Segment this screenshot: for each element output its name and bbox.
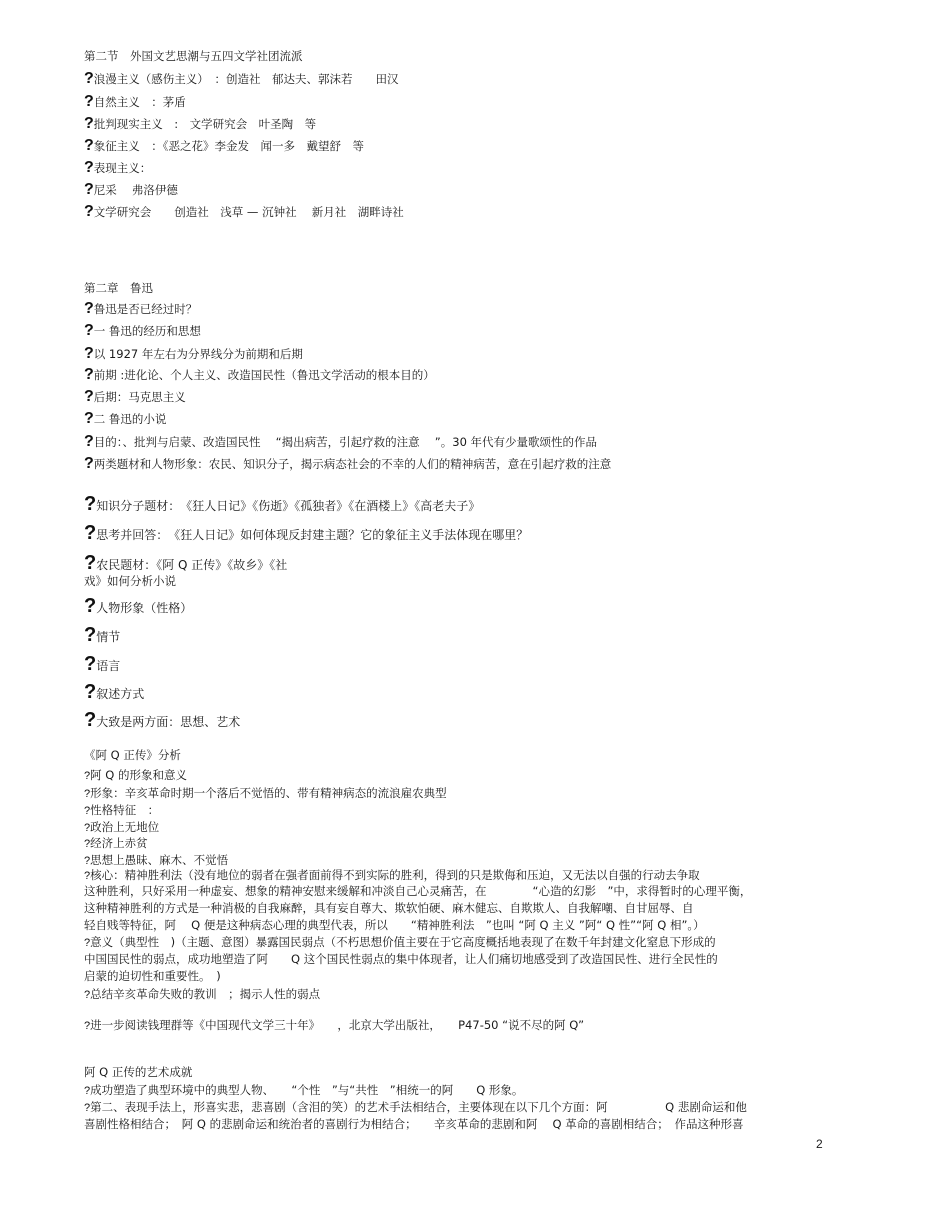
bullet-marker: ?	[84, 366, 94, 383]
bullet-marker: ?	[84, 838, 91, 850]
text-line	[84, 1100, 747, 1116]
bullet-marker: ?	[84, 493, 97, 515]
bullet-marker: ?	[84, 653, 97, 675]
text-line	[84, 493, 481, 515]
text-line	[84, 709, 241, 731]
text-line	[84, 160, 151, 176]
text-line	[84, 49, 303, 64]
line-text: 目的：、批判与启蒙、改造国民性 “揭出病苦，引起疗救的注意 ”。30 年代有少量歌颂性的作品	[93, 435, 598, 449]
text-line	[84, 411, 166, 427]
line-text: 尼采 弗洛伊德	[93, 183, 178, 197]
bullet-marker: ?	[84, 70, 94, 87]
line-text: 自然主义 ：茅盾	[93, 95, 186, 109]
line-text: 语言	[96, 659, 121, 673]
text-line	[84, 884, 751, 899]
bullet-marker: ?	[84, 770, 91, 782]
line-text: 喜剧性格相结合； 阿 Q 的悲剧命运和统治者的喜剧行为相结合； 辛亥革命的悲剧和阿 Q 革命的喜剧相结合； 作品这种形喜	[84, 1117, 744, 1131]
line-text: 浪漫主义（感伤主义） ：创造社 郁达夫、郭沫若 田汉	[93, 72, 399, 86]
line-text: 情节	[96, 630, 121, 644]
line-text: 戏》如何分析小说	[84, 574, 176, 588]
text-line	[84, 918, 705, 933]
bullet-marker: ?	[84, 870, 91, 882]
line-text: 中国国民性的弱点，成功地塑造了阿 Q 这个国民性弱点的集中体现者，让人们痛切地感受到了改造国民性、进行全民性的	[84, 952, 718, 966]
line-text: 文学研究会 创造社 浅草 — 沉钟社 新月社 湖畔诗社	[93, 205, 404, 219]
line-text: 批判现实主义 : 文学研究会 叶圣陶 等	[93, 117, 317, 131]
text-line	[84, 820, 159, 836]
line-text: 形象：辛亥革命时期一个落后不觉悟的、带有精神病态的流浪雇农典型	[90, 786, 447, 800]
line-text: 这种精神胜利的方式是一种消极的自我麻醉，具有妄自尊大、欺软怕硬、麻木健忘、自欺欺人、自我解嘲、自甘屈辱、自	[84, 901, 694, 915]
line-text: 政治上无地位	[90, 820, 160, 834]
bullet-marker: ?	[84, 681, 97, 703]
text-line	[84, 853, 228, 869]
bullet-marker: ?	[84, 855, 91, 867]
text-line	[84, 868, 700, 884]
bullet-marker: ?	[84, 410, 94, 427]
line-text: 前期 :进化论、个人主义、改造国民性（鲁迅文学活动的根本目的）	[93, 368, 435, 382]
bullet-marker: ?	[84, 115, 94, 132]
text-line	[84, 204, 404, 220]
bullet-marker: ?	[84, 345, 94, 362]
bullet-marker: ?	[84, 322, 94, 339]
text-line	[84, 1083, 523, 1099]
text-line	[84, 987, 320, 1003]
bullet-marker: ?	[84, 788, 91, 800]
bullet-marker: ?	[84, 989, 91, 1001]
bullet-marker: ?	[84, 709, 97, 731]
line-text: 二 鲁迅的小说	[93, 412, 167, 426]
text-line	[84, 574, 176, 589]
text-line	[84, 935, 716, 951]
bullet-marker: ?	[84, 433, 94, 450]
text-line	[84, 653, 121, 675]
text-line	[84, 522, 529, 544]
bullet-marker: ?	[84, 388, 94, 405]
line-text: 农民题材：《阿 Q 正传》《故乡》《社	[96, 558, 288, 572]
line-text: 这种胜利，只好采用一种虚妄、想象的精神安慰来缓解和冲淡自己心灵痛苦，在 “心造的幻影 ”中，求得暂时的心理平衡，	[84, 884, 752, 898]
text-line	[84, 434, 597, 450]
bullet-marker: ?	[84, 203, 94, 220]
text-line	[84, 803, 159, 819]
text-line	[84, 456, 611, 472]
bullet-marker: ?	[84, 595, 97, 617]
line-text: 第二章 鲁迅	[84, 281, 153, 295]
line-text: 进一步阅读钱理群等《中国现代文学三十年》 ，北京大学出版社， P47-50 “说不尽的阿 Q”	[90, 1018, 585, 1032]
text-line	[84, 323, 201, 339]
line-text: 思考并回答： 《狂人日记》如何体现反封建主题？它的象征主义手法体现在哪里？	[96, 528, 529, 542]
line-text: 后期：马克思主义	[93, 390, 186, 404]
text-line	[84, 94, 186, 110]
line-text: 经济上赤贫	[90, 836, 148, 850]
line-text: 人物形象（性格）	[96, 601, 193, 615]
text-line	[84, 346, 303, 362]
line-text: 第二节 外国文艺思潮与五四文学社团流派	[84, 49, 303, 63]
line-text: 第二、表现手法上，形喜实悲，悲喜剧（含泪的笑）的艺术手法相结合，主要体现在以下几个方面：阿 Q 悲剧命运和他	[90, 1100, 747, 1114]
bullet-marker: ?	[84, 455, 94, 472]
bullet-marker: ?	[84, 181, 94, 198]
text-line	[84, 367, 435, 383]
text-line	[84, 952, 718, 967]
bullet-marker: ?	[84, 300, 94, 317]
text-line	[84, 182, 178, 198]
line-text: 思想上愚昧、麻木、不觉悟	[90, 853, 229, 867]
text-line	[84, 748, 181, 763]
text-line	[84, 969, 221, 984]
bullet-marker: ?	[84, 522, 97, 544]
bullet-marker: ?	[84, 805, 91, 817]
text-line	[84, 389, 186, 405]
bullet-marker: ?	[84, 93, 94, 110]
line-text: 叙述方式	[96, 687, 145, 701]
text-line	[84, 624, 121, 646]
line-text: 象征主义 ：《恶之花》李金发 闻一多 戴望舒 等	[93, 139, 365, 153]
text-line	[84, 681, 145, 703]
bullet-marker: ?	[84, 624, 97, 646]
line-text: 阿 Q 的形象和意义	[90, 768, 187, 782]
text-line	[84, 116, 316, 132]
text-line	[84, 786, 447, 802]
line-text: 《阿 Q 正传》分析	[84, 748, 181, 762]
line-text: 表现主义：	[93, 161, 152, 175]
line-text: 意义（典型性 )（主题、意图）暴露国民弱点（不朽思想价值主要在于它高度概括地表现了在数千年封建文化窒息下形成的	[90, 935, 716, 949]
page-number: 2	[816, 1137, 823, 1151]
text-line	[84, 595, 193, 617]
text-line	[84, 901, 694, 916]
text-line	[84, 281, 153, 296]
line-text: 总结辛亥革命失败的教训 ；揭示人性的弱点	[90, 987, 321, 1001]
text-line	[84, 836, 148, 852]
text-line	[84, 138, 364, 154]
bullet-marker: ?	[84, 1102, 91, 1114]
text-line	[84, 71, 399, 87]
bullet-marker: ?	[84, 159, 94, 176]
text-line	[84, 301, 197, 317]
bullet-marker: ?	[84, 137, 94, 154]
line-text: 一 鲁迅的经历和思想	[93, 324, 201, 338]
line-text: 阿 Q 正传的艺术成就	[84, 1065, 193, 1079]
text-line	[84, 552, 288, 574]
line-text: 启蒙的迫切性和重要性。 )	[84, 969, 221, 983]
line-text: 核心：精神胜利法（没有地位的弱者在强者面前得不到实际的胜利，得到的只是欺侮和压迫，又无法以自强的行动去争取	[90, 868, 700, 882]
line-text: 性格特征 ：	[90, 803, 160, 817]
line-text: 成功塑造了典型环境中的典型人物、 “个性 ”与“共性 ”相统一的阿 Q 形象。	[90, 1083, 524, 1097]
line-text: 鲁迅是否已经过时？	[93, 302, 198, 316]
line-text: 大致是两方面：思想、艺术	[96, 715, 241, 729]
line-text: 两类题材和人物形象：农民、知识分子，揭示病态社会的不幸的人们的精神病苦，意在引起疗救的注意	[93, 457, 612, 471]
bullet-marker: ?	[84, 552, 97, 574]
text-line	[84, 1117, 743, 1132]
bullet-marker: ?	[84, 822, 91, 834]
bullet-marker: ?	[84, 1020, 91, 1032]
bullet-marker: ?	[84, 1085, 91, 1097]
line-text: 轻自贱等特征，阿 Q 便是这种病态心理的典型代表，所以 “精神胜利法 ”也叫 “阿 Q 主义 ”阿“ Q 性”“阿 Q 相”。）	[84, 918, 705, 932]
text-line	[84, 1018, 584, 1034]
line-text: 以 1927 年左右为分界线分为前期和后期	[93, 347, 303, 361]
bullet-marker: ?	[84, 937, 91, 949]
line-text: 知识分子题材： 《狂人日记》《伤逝》《孤独者》《在酒楼上》《高老夫子》	[96, 499, 481, 513]
text-line	[84, 768, 187, 784]
text-line	[84, 1065, 192, 1080]
